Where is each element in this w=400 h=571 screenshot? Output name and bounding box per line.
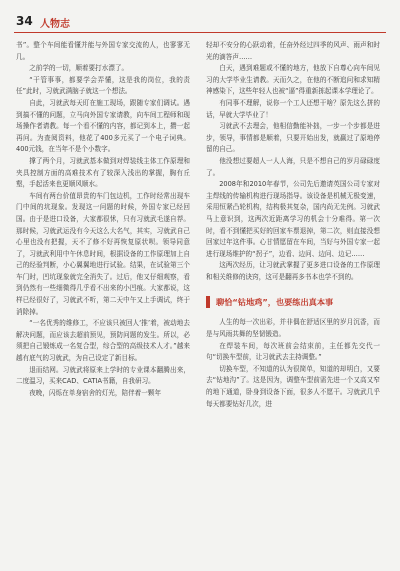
- subheading: 聊恰“钻地鸡”，也要练出真本事: [216, 296, 334, 307]
- subheading-marker: [206, 296, 210, 308]
- subheading-bar: [206, 295, 380, 309]
- page-number: 34: [16, 14, 33, 28]
- paragraph: 在焊装车间，每次班前会结束前，主任都先交代一句“切换车型前，让习就武去主持调整。”: [206, 341, 380, 362]
- paragraph: 撑了两个月，习就武基本做到对焊装线主体工作原理和夹具控制方面的高难技术有了较深入浅出的掌握，胸有丘壑，手起活来也更顺风顺水。: [16, 156, 190, 189]
- paragraph: 退而结网。习就武将原来上学时的专业课本翻腾出来，二度温习，买来CAD、CATIA书籍，自我研习。: [16, 365, 190, 386]
- paragraph: 有同事不理解，说你一个工人还想干啥？原先这么拼的话，早就大学毕业了！: [206, 98, 380, 119]
- paragraph: “一名优秀的维修工，不应该只被回人‘推’着，被动地去解决问题，而应该去超前预见，预防问题的发生。所以，必须把自己锻炼成一名复合型，综合型的高级技术人才。”越来越有底气的习就武，为自己设定了新目标。: [16, 319, 190, 363]
- right-column-bottom: [206, 317, 380, 410]
- right-column-top: [206, 40, 380, 283]
- paragraph: 切换车型，不知道的认为很简单，知道的却明白，又要去“钻地沟”了。这是因为，调整车型前需先进一个又高又窄的地下通道，卧身到设备下面，很多人不愿干。习就武几乎每天都要钻好几次，进: [206, 364, 380, 408]
- header-rule: [14, 32, 386, 33]
- paragraph: 白天，遇到难题或不懂的地方，他放下自尊心向车间见习的大学毕业生请教。天而久之，在他的不断追问和求知精神感染下，这些年轻人也被“逼”得重新拣起课本学理论了。: [206, 64, 380, 96]
- paragraph: 书”。整个车间能看懂并能与外国专家交流的人，也寥寥无几。: [16, 41, 190, 61]
- left-column: [16, 40, 190, 399]
- paragraph: 夜晚，闪烁在单身宿舍的灯光，陪伴着一颗年: [29, 388, 162, 397]
- section-title: 人物志: [40, 19, 70, 30]
- paragraph: 习就武不去理会，他相信勤能补拙，一步一个步都是进步，领导，事情都是顺着，只要开始出发，就赢过了原地停留的自己。: [206, 122, 380, 154]
- page-header: [14, 14, 386, 32]
- paragraph: 之前学的一切，顺着要打水漂了。: [29, 64, 129, 73]
- paragraph: 轻却不安分的心跃动着，任奋外经过四季的风声、雨声和时光的滴答声……: [206, 41, 380, 61]
- paragraph: 这两次经历，让习就武掌握了更多进口设备的工作原理和相关维修的诀窍，这可是翻再多书本也学不到的。: [206, 261, 380, 281]
- paragraph: 车间有两台价值昂贵的车门包边机，工作时经常出现车门中间的坑现象。发现这一问题的时候，外国专家已经回国。由于是进口设备，大家都很怵，只有习就武毛遂自荐。那时候，习就武运没有今天这么大名气，其实，习就武自己心里也没有把握，天不了修不好再恢复原状呗。领导同意了，习就武利用中午休息时间，根据设备的工作原理加上自己的经验判断，小心翼翼地进行试验。结果，在试验第三个车门时，凹坑现象就完全消失了。过后，他又仔细观察，看到仍然有一些细微得几乎看不出来的小凹痕。大家都说，这样已经很好了，习就武不听，第二天中午又上手调试，终于消除掉。: [16, 191, 190, 316]
- paragraph: 人生的每一次出彩，并非偶在舒适区里的岁月沉香，而是与风雨共舞的坚韧锻造。: [206, 318, 380, 339]
- right-column: [206, 40, 380, 410]
- paragraph: 2008年和2010年春节，公司先后邀请英国公司专家对主焊线的传输机构进行现场指导。该设备是机械无极变速，采用恒紧凸轮机构，结构极其复杂，国内尚无先例。习就武马上意识到，这两次近距离学习的机会十分难得。第一次时，看不到懂把买好的回家车票退掉，第二次，则直接没想回家过年这件事。心甘情愿留在车间，当好与外国专家一起进行现场维护的“拐子”，边看、边问、边问、边记……: [206, 180, 380, 258]
- paragraph: 他没想过要超人一人人海，只是不想自己的岁月碌碌度了。: [206, 156, 380, 177]
- paragraph: 自此，习就武每天盯在施工现场，跟随专家们调试。遇到搞不懂的问题，立马向外国专家请教，向车间工程师和现场操作者请教。每一个看不懂的内容，都记到本上，攒一起再问。为查阅资料，他花了400多元买了一个电子词典。400元钱，在当年不是个小数字。: [16, 98, 190, 154]
- paragraph: “干管事事，都要学会弄懂，这是我的岗位，我的责任”此时，习就武满脑子就这一个想法。: [16, 75, 190, 96]
